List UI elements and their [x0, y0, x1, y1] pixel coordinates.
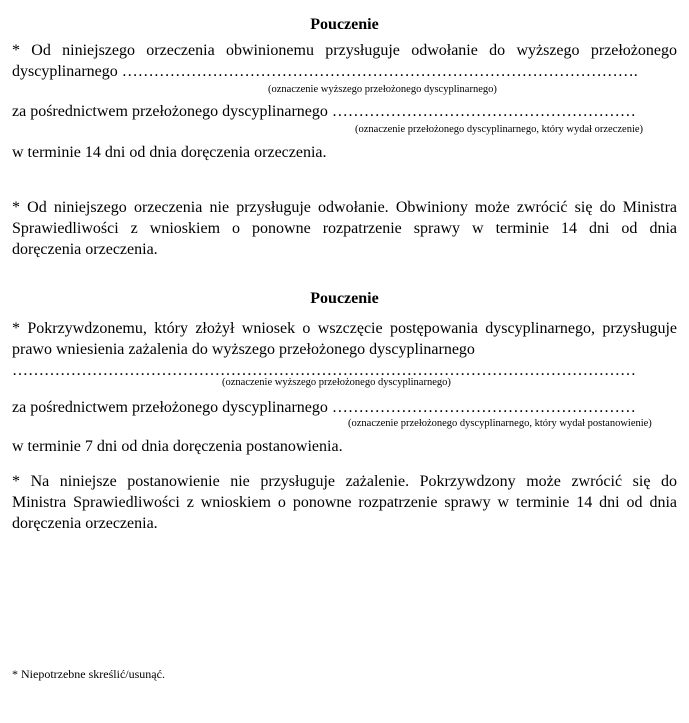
section1-appeal-line1: * Od niniejszego orzeczenia obwinionemu przysługuje odwołanie do wyższego przełożonego [12, 42, 677, 59]
section1-appeal-line2: dyscyplinarnego ……………………………………………………………………………………. [12, 63, 638, 80]
section1-caption-issuer: (oznaczenie przełożonego dyscyplinarnego, który wydał orzeczenie) [355, 124, 644, 135]
section2-heading: Pouczenie [310, 290, 379, 307]
section2-caption-issuer: (oznaczenie przełożonego dyscyplinarnego, który wydał postanowienie) [348, 418, 652, 429]
section2-no-complaint-line3: doręczenia orzeczenia. [12, 515, 158, 532]
section1-via-line: za pośrednictwem przełożonego dyscyplinarnego ………………………………………………… [12, 103, 636, 120]
section1-caption-higher: (oznaczenie wyższego przełożonego dyscyplinarnego) [268, 84, 497, 95]
section2-dots-line: ……………………………………………………………………………………………………… [12, 362, 636, 379]
section2-complaint-line1: * Pokrzywdzonemu, który złożył wniosek o wszczęcie postępowania dyscyplinarnego, przysługuje [12, 320, 677, 337]
section2-via-line: za pośrednictwem przełożonego dyscyplinarnego ………………………………………………… [12, 399, 636, 416]
section2-no-complaint-line2: Ministra Sprawiedliwości z wnioskiem o ponowne rozpatrzenie sprawy w terminie 14 dni od dnia [12, 494, 677, 511]
section1-no-appeal-line2: Sprawiedliwości z wnioskiem o ponowne rozpatrzenie sprawy w terminie 14 dni od dnia [12, 220, 677, 237]
section2-complaint-line2: prawo wniesienia zażalenia do wyższego przełożonego dyscyplinarnego [12, 341, 475, 358]
section1-deadline: w terminie 14 dni od dnia doręczenia orzeczenia. [12, 144, 327, 161]
section2-no-complaint-line1: * Na niniejsze postanowienie nie przysługuje zażalenie. Pokrzywdzony może zwrócić się do [12, 473, 677, 490]
section1-heading: Pouczenie [310, 16, 379, 33]
section2-caption-higher: (oznaczenie wyższego przełożonego dyscyplinarnego) [222, 377, 451, 388]
section2-deadline: w terminie 7 dni od dnia doręczenia postanowienia. [12, 438, 343, 455]
section1-no-appeal-line1: * Od niniejszego orzeczenia nie przysługuje odwołanie. Obwiniony może zwrócić się do Ministra [12, 199, 677, 216]
footnote: * Niepotrzebne skreślić/usunąć. [12, 667, 165, 681]
section1-no-appeal-line3: doręczenia orzeczenia. [12, 241, 158, 258]
